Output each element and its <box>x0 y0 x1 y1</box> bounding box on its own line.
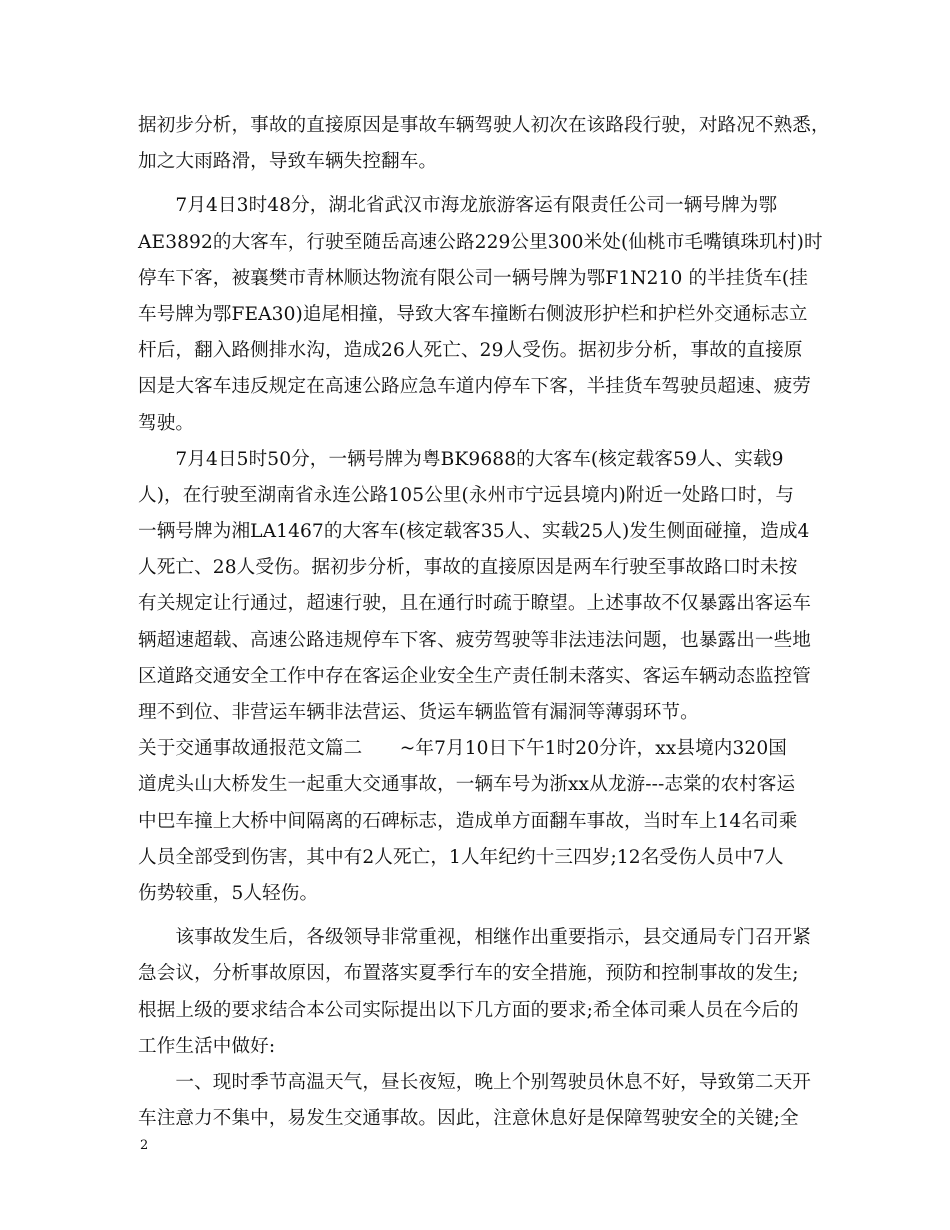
text-line: 人)，在行驶至湖南省永连公路105公里(永州市宁远县境内)附近一处路口时，与 <box>138 484 795 506</box>
text-line: 加之大雨路滑，导致车辆失控翻车。 <box>138 151 438 173</box>
text-line: 车注意力不集中，易发生交通事故。因此，注意休息好是保障驾驶安全的关键;全 <box>138 1108 799 1130</box>
paragraph-gap <box>138 180 828 188</box>
text-line: 车号牌为鄂FEA30)追尾相撞，导致大客车撞断右侧波形护栏和护栏外交通标志立 <box>138 303 808 325</box>
text-line: 一、现时季节高温天气，昼长夜短，晚上个别驾驶员休息不好，导致第二天开 <box>138 1071 811 1093</box>
text-line: 辆超速超载、高速公路违规停车下客、疲劳驾驶等非法违法问题，也暴露出一些地 <box>138 629 811 651</box>
text-line: 根据上级的要求结合本公司实际提出以下几方面的要求;希全体司乘人员在今后的 <box>138 999 799 1021</box>
text-line: 急会议，分析事故原因，布置落实夏季行车的安全措施，预防和控制事故的发生; <box>138 963 799 985</box>
text-line: 道虎头山大桥发生一起重大交通事故，一辆车号为浙xx从龙游---志棠的农村客运 <box>138 774 796 796</box>
text-line: 关于交通事故通报范文篇二 ~年7月10日下午1时20分许，xx县境内320国 <box>138 738 787 760</box>
paragraph-gap <box>138 912 828 920</box>
text-line: 人员全部受到伤害，其中有2人死亡，1人年纪约十三四岁;12名受伤人员中7人 <box>138 846 784 868</box>
text-line: 有关规定让行通过，超速行驶，且在通行时疏于瞭望。上述事故不仅暴露出客运车 <box>138 593 811 615</box>
text-line: 因是大客车违反规定在高速公路应急车道内停车下客，半挂货车驾驶员超速、疲劳 <box>138 376 811 398</box>
text-line: 工作生活中做好: <box>138 1035 276 1057</box>
text-line: 伤势较重，5人轻伤。 <box>138 882 319 904</box>
text-line: 停车下客，被襄樊市青林顺达物流有限公司一辆号牌为鄂F1N210 的半挂货车(挂 <box>138 267 808 289</box>
text-line: 理不到位、非营运车辆非法营运、货运车辆监管有漏洞等薄弱环节。 <box>138 702 699 723</box>
text-line: 7月4日5时50分，一辆号牌为粤BK9688的大客车(核定载客59人、实载9 <box>138 448 784 470</box>
text-line: 一辆号牌为湘LA1467的大客车(核定载客35人、实载25人)发生侧面碰撞，造成4 <box>138 521 810 543</box>
text-line: 该事故发生后，各级领导非常重视，相继作出重要指示，县交通局专门召开紧 <box>138 927 811 949</box>
text-line: 7月4日3时48分，湖北省武汉市海龙旅游客运有限责任公司一辆号牌为鄂 <box>138 195 778 217</box>
text-line: 据初步分析，事故的直接原因是事故车辆驾驶人初次在该路段行驶，对路况不熟悉， <box>138 115 830 136</box>
body-text <box>138 108 828 1137</box>
page-number: 2 <box>140 1138 149 1153</box>
text-line: 人死亡、28人受伤。据初步分析，事故的直接原因是两车行驶至事故路口时未按 <box>138 557 798 579</box>
text-line: 区道路交通安全工作中存在客运企业安全生产责任制未落实、客运车辆动态监控管 <box>138 665 811 687</box>
text-line: 杆后，翻入路侧排水沟，造成26人死亡、29人受伤。据初步分析，事故的直接原 <box>138 340 803 362</box>
text-line: 驾驶。 <box>138 412 195 434</box>
text-line: AE3892的大客车，行驶至随岳高速公路229公里300米处(仙桃市毛嘴镇珠玑村)时 <box>138 231 823 253</box>
text-line: 中巴车撞上大桥中间隔离的石碑标志，造成单方面翻车事故，当时车上14名司乘 <box>138 810 798 832</box>
